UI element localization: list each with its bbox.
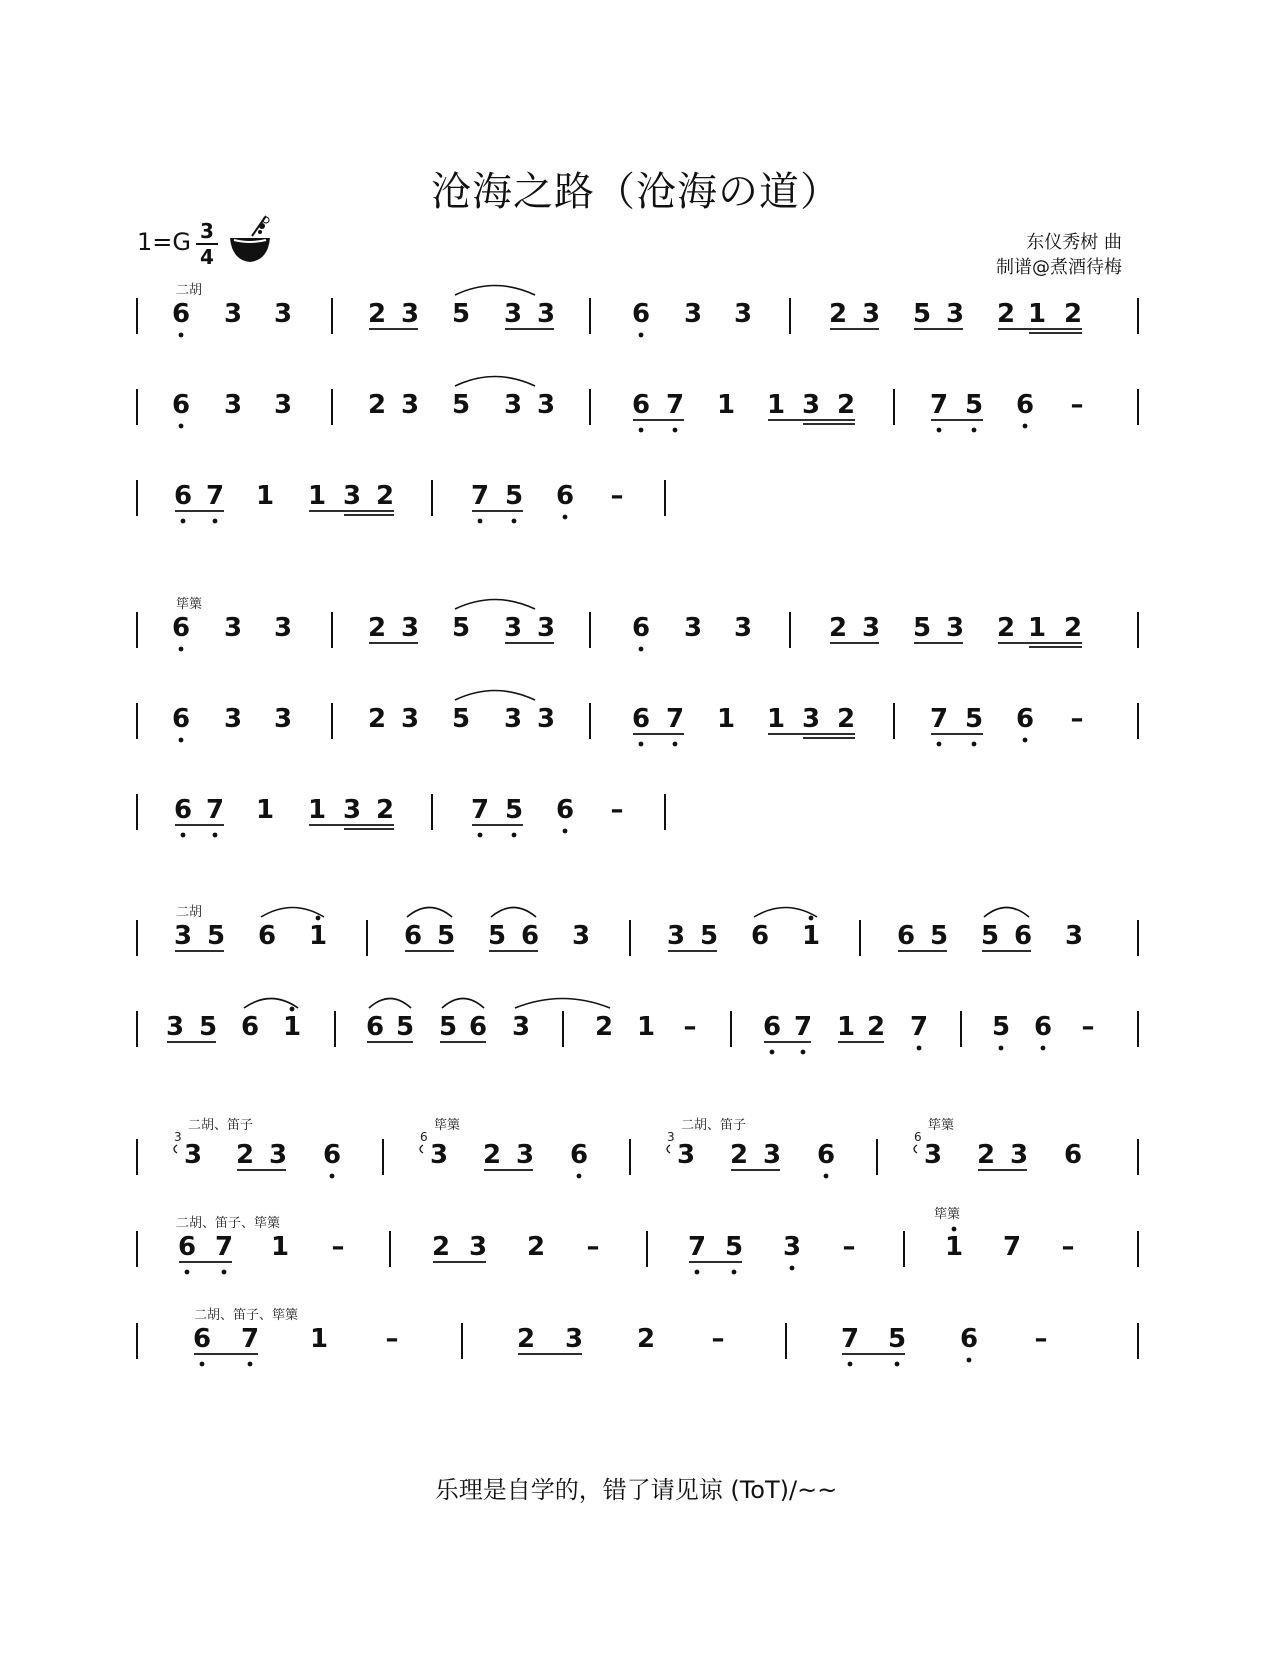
- note: 3: [683, 613, 703, 643]
- low-octave-dot: [972, 742, 977, 747]
- note: 6: [959, 1324, 979, 1354]
- footer-note: 乐理是自学的，错了请见谅 (ToT)/~~: [434, 1476, 838, 1504]
- note: 3: [536, 704, 556, 734]
- note: 2: [828, 299, 848, 329]
- time-sig-bottom: 4: [200, 245, 214, 269]
- grace-note: 6: [420, 1130, 428, 1144]
- low-octave-dot: [179, 738, 184, 743]
- note: 2: [836, 704, 856, 734]
- note: 1: [716, 704, 736, 734]
- note: 3: [571, 921, 591, 951]
- note: 7: [840, 1324, 860, 1354]
- note: 3: [676, 1140, 696, 1170]
- note: 5: [912, 613, 932, 643]
- low-octave-dot: [577, 1174, 582, 1179]
- low-octave-dot: [179, 333, 184, 338]
- low-octave-dot: [563, 829, 568, 834]
- instrument-label: 二胡、笛子、筚篥: [176, 1216, 281, 1231]
- note: 3: [536, 390, 556, 420]
- note: 5: [451, 704, 471, 734]
- note: 7: [687, 1232, 707, 1262]
- note: 6: [555, 795, 575, 825]
- note: 6: [520, 921, 540, 951]
- note: 7: [665, 390, 685, 420]
- note: 2: [431, 1232, 451, 1262]
- note: 3: [273, 704, 293, 734]
- note: 2: [375, 481, 395, 511]
- note: 3: [173, 921, 193, 951]
- low-octave-dot: [512, 833, 517, 838]
- instrument-label: 二胡: [176, 283, 203, 298]
- note: 5: [206, 921, 226, 951]
- dash-extension: –: [1034, 1324, 1048, 1354]
- note: 6: [365, 1012, 385, 1042]
- note: 6: [257, 921, 277, 951]
- slur: [244, 999, 298, 1009]
- note: 6: [1015, 390, 1035, 420]
- instrument-label: 筚篥: [434, 1118, 461, 1133]
- note: 5: [198, 1012, 218, 1042]
- instrument-label: 筚篥: [934, 1207, 961, 1222]
- low-octave-dot: [895, 1362, 900, 1367]
- note: 5: [887, 1324, 907, 1354]
- slur: [491, 908, 536, 918]
- low-octave-dot: [512, 519, 517, 524]
- low-octave-dot: [972, 428, 977, 433]
- note: 3: [273, 613, 293, 643]
- note: 6: [240, 1012, 260, 1042]
- note: 2: [367, 390, 387, 420]
- low-octave-dot: [478, 519, 483, 524]
- note: 2: [367, 613, 387, 643]
- grace-hook: [667, 1145, 670, 1153]
- note: 7: [665, 704, 685, 734]
- note: 3: [733, 299, 753, 329]
- note: 3: [223, 299, 243, 329]
- note: 1: [270, 1232, 290, 1262]
- low-octave-dot: [248, 1362, 253, 1367]
- low-octave-dot: [732, 1270, 737, 1275]
- note: 5: [504, 481, 524, 511]
- note: 3: [782, 1232, 802, 1262]
- low-octave-dot: [563, 515, 568, 520]
- note: 3: [468, 1232, 488, 1262]
- grace-hook: [174, 1145, 177, 1153]
- note: 7: [214, 1232, 234, 1262]
- note: 6: [322, 1140, 342, 1170]
- low-octave-dot: [213, 519, 218, 524]
- note: 2: [367, 299, 387, 329]
- dash-extension: –: [586, 1232, 600, 1262]
- note: 6: [631, 390, 651, 420]
- note: 6: [173, 795, 193, 825]
- note: 6: [896, 921, 916, 951]
- note: 3: [342, 481, 362, 511]
- slur: [407, 908, 452, 918]
- note: 5: [724, 1232, 744, 1262]
- note: 6: [192, 1324, 212, 1354]
- dash-extension: –: [331, 1232, 345, 1262]
- note: 2: [482, 1140, 502, 1170]
- note: 5: [699, 921, 719, 951]
- note: 2: [836, 390, 856, 420]
- note: 3: [801, 390, 821, 420]
- note: 3: [945, 299, 965, 329]
- low-octave-dot: [695, 1270, 700, 1275]
- note: 1: [255, 481, 275, 511]
- note: 7: [929, 390, 949, 420]
- note: 5: [929, 921, 949, 951]
- low-octave-dot: [673, 742, 678, 747]
- note: 3: [400, 299, 420, 329]
- note: 3: [1009, 1140, 1029, 1170]
- note: 3: [400, 390, 420, 420]
- note: 3: [801, 704, 821, 734]
- note: 3: [861, 299, 881, 329]
- dash-extension: –: [610, 481, 624, 511]
- grace-hook: [420, 1145, 423, 1153]
- low-octave-dot: [1041, 1046, 1046, 1051]
- instrument-label: 二胡、笛子: [188, 1118, 254, 1133]
- low-octave-dot: [801, 1050, 806, 1055]
- note: 1: [944, 1232, 964, 1262]
- note: 2: [235, 1140, 255, 1170]
- note: 2: [1063, 613, 1083, 643]
- note: 3: [536, 613, 556, 643]
- note: 1: [801, 921, 821, 951]
- note: 6: [555, 481, 575, 511]
- note: 3: [515, 1140, 535, 1170]
- note: 3: [223, 613, 243, 643]
- low-octave-dot: [1023, 738, 1028, 743]
- note: 5: [451, 299, 471, 329]
- note: 2: [828, 613, 848, 643]
- note: 7: [929, 704, 949, 734]
- dash-extension: –: [1081, 1012, 1095, 1042]
- dash-extension: –: [1070, 704, 1084, 734]
- note: 5: [451, 390, 471, 420]
- low-octave-dot: [478, 833, 483, 838]
- instrument-label: 筚篥: [176, 597, 203, 612]
- note: 5: [912, 299, 932, 329]
- note: 6: [1015, 704, 1035, 734]
- note: 6: [171, 613, 191, 643]
- note: 2: [996, 613, 1016, 643]
- dash-extension: –: [842, 1232, 856, 1262]
- low-octave-dot: [639, 742, 644, 747]
- dash-extension: –: [1070, 390, 1084, 420]
- note: 3: [666, 921, 686, 951]
- note: 7: [205, 481, 225, 511]
- note: 6: [631, 613, 651, 643]
- note: 1: [716, 390, 736, 420]
- note: 3: [503, 613, 523, 643]
- note: 3: [429, 1140, 449, 1170]
- slur: [455, 691, 535, 701]
- note: 2: [976, 1140, 996, 1170]
- grace-note: 3: [667, 1130, 675, 1144]
- note: 3: [733, 613, 753, 643]
- slur: [455, 600, 535, 610]
- note: 6: [171, 390, 191, 420]
- composer-credit: 东仪秀树 曲: [1026, 232, 1122, 253]
- note: 1: [308, 921, 328, 951]
- low-octave-dot: [639, 647, 644, 652]
- note: 5: [436, 921, 456, 951]
- note: 1: [307, 795, 327, 825]
- low-octave-dot: [213, 833, 218, 838]
- note: 3: [183, 1140, 203, 1170]
- note: 3: [503, 390, 523, 420]
- note: 2: [367, 704, 387, 734]
- note: 6: [1033, 1012, 1053, 1042]
- slur: [515, 999, 610, 1009]
- grace-note: 3: [174, 1130, 182, 1144]
- note: 2: [996, 299, 1016, 329]
- high-octave-dot: [952, 1227, 957, 1232]
- note: 2: [729, 1140, 749, 1170]
- note: 5: [451, 613, 471, 643]
- low-octave-dot: [222, 1270, 227, 1275]
- note: 3: [273, 299, 293, 329]
- high-octave-dot: [809, 916, 814, 921]
- instrument-label: 二胡、笛子: [681, 1118, 747, 1133]
- high-octave-dot: [316, 916, 321, 921]
- low-octave-dot: [1023, 424, 1028, 429]
- high-octave-dot: [290, 1007, 295, 1012]
- note: 3: [923, 1140, 943, 1170]
- note: 2: [526, 1232, 546, 1262]
- page-title: 沧海之路（沧海の道）: [431, 169, 841, 215]
- low-octave-dot: [330, 1174, 335, 1179]
- note: 3: [511, 1012, 531, 1042]
- note: 6: [1063, 1140, 1083, 1170]
- note: 6: [762, 1012, 782, 1042]
- low-octave-dot: [181, 833, 186, 838]
- note: 6: [171, 299, 191, 329]
- note: 1: [836, 1012, 856, 1042]
- dash-extension: –: [610, 795, 624, 825]
- note: 6: [403, 921, 423, 951]
- note: 2: [375, 795, 395, 825]
- note: 1: [309, 1324, 329, 1354]
- low-octave-dot: [179, 647, 184, 652]
- note: 6: [171, 704, 191, 734]
- dash-extension: –: [711, 1324, 725, 1354]
- note: 2: [516, 1324, 536, 1354]
- note: 3: [268, 1140, 288, 1170]
- low-octave-dot: [937, 428, 942, 433]
- note: 6: [631, 704, 651, 734]
- note: 6: [816, 1140, 836, 1170]
- note: 1: [255, 795, 275, 825]
- key-signature: 1=G: [137, 228, 191, 256]
- instrument-label: 二胡、笛子、筚篥: [194, 1308, 299, 1323]
- note: 7: [1002, 1232, 1022, 1262]
- note: 2: [594, 1012, 614, 1042]
- note: 1: [766, 704, 786, 734]
- note: 1: [1027, 613, 1047, 643]
- note: 5: [964, 704, 984, 734]
- low-octave-dot: [917, 1046, 922, 1051]
- slur: [754, 908, 817, 918]
- note: 7: [205, 795, 225, 825]
- note: 1: [766, 390, 786, 420]
- note: 3: [165, 1012, 185, 1042]
- arranger-credit: 制谱@煮酒待梅: [996, 257, 1122, 278]
- note: 5: [980, 921, 1000, 951]
- note: 3: [683, 299, 703, 329]
- instrument-label: 二胡: [176, 905, 203, 920]
- slur: [369, 999, 411, 1009]
- note: 2: [636, 1324, 656, 1354]
- dash-extension: –: [683, 1012, 697, 1042]
- low-octave-dot: [824, 1174, 829, 1179]
- low-octave-dot: [200, 1362, 205, 1367]
- low-octave-dot: [673, 428, 678, 433]
- note: 1: [636, 1012, 656, 1042]
- note: 3: [400, 613, 420, 643]
- note: 3: [536, 299, 556, 329]
- note: 3: [1064, 921, 1084, 951]
- note: 6: [468, 1012, 488, 1042]
- low-octave-dot: [639, 428, 644, 433]
- slur: [455, 286, 535, 296]
- slur: [442, 999, 484, 1009]
- dash-extension: –: [385, 1324, 399, 1354]
- grace-hook: [914, 1145, 917, 1153]
- time-sig-top: 3: [200, 219, 214, 243]
- slur: [261, 908, 324, 918]
- low-octave-dot: [185, 1270, 190, 1275]
- low-octave-dot: [179, 424, 184, 429]
- note: 1: [282, 1012, 302, 1042]
- grace-note: 6: [914, 1130, 922, 1144]
- low-octave-dot: [770, 1050, 775, 1055]
- note: 6: [1013, 921, 1033, 951]
- note: 3: [762, 1140, 782, 1170]
- note: 7: [240, 1324, 260, 1354]
- note: 5: [991, 1012, 1011, 1042]
- note: 2: [866, 1012, 886, 1042]
- note: 5: [487, 921, 507, 951]
- note: 2: [1063, 299, 1083, 329]
- low-octave-dot: [181, 519, 186, 524]
- note: 3: [503, 704, 523, 734]
- note: 3: [861, 613, 881, 643]
- note: 3: [503, 299, 523, 329]
- note: 5: [395, 1012, 415, 1042]
- low-octave-dot: [967, 1358, 972, 1363]
- note: 3: [564, 1324, 584, 1354]
- note: 5: [504, 795, 524, 825]
- note: 6: [569, 1140, 589, 1170]
- low-octave-dot: [639, 333, 644, 338]
- note: 5: [438, 1012, 458, 1042]
- note: 3: [342, 795, 362, 825]
- note: 7: [470, 795, 490, 825]
- note: 7: [793, 1012, 813, 1042]
- note: 7: [470, 481, 490, 511]
- note: 7: [909, 1012, 929, 1042]
- low-octave-dot: [790, 1266, 795, 1271]
- note: 6: [631, 299, 651, 329]
- note: 6: [173, 481, 193, 511]
- note: 3: [223, 704, 243, 734]
- instrument-label: 筚篥: [928, 1118, 955, 1133]
- note: 1: [1027, 299, 1047, 329]
- note: 3: [223, 390, 243, 420]
- note: 1: [307, 481, 327, 511]
- note: 3: [273, 390, 293, 420]
- low-octave-dot: [999, 1046, 1004, 1051]
- low-octave-dot: [848, 1362, 853, 1367]
- dash-extension: –: [1061, 1232, 1075, 1262]
- note: 3: [400, 704, 420, 734]
- note: 6: [750, 921, 770, 951]
- low-octave-dot: [937, 742, 942, 747]
- note: 5: [964, 390, 984, 420]
- slur: [455, 377, 535, 387]
- note: 6: [177, 1232, 197, 1262]
- slur: [984, 908, 1029, 918]
- note: 3: [945, 613, 965, 643]
